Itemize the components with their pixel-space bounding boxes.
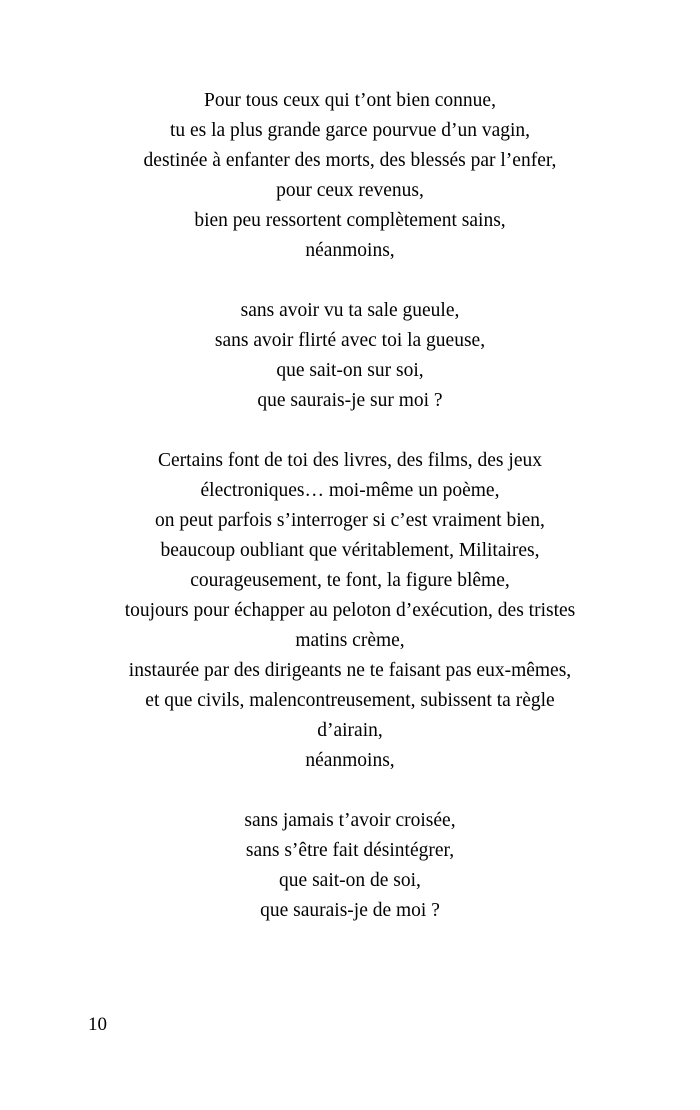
poem-line: bien peu ressortent complètement sains, (194, 210, 506, 231)
poem-line: néanmoins, (305, 240, 395, 261)
poem-body (0, 86, 700, 926)
poem-line: sans jamais t’avoir croisée, (244, 810, 456, 831)
poem-line: matins crème, (295, 630, 405, 651)
poem-line: électroniques… moi-même un poème, (200, 480, 500, 501)
poem-stanza (0, 446, 700, 776)
poem-line: courageusement, te font, la figure blême, (190, 570, 510, 591)
poem-line: que sait-on de soi, (279, 870, 421, 891)
poem-line: sans avoir flirté avec toi la gueuse, (214, 330, 486, 351)
poem-stanza (0, 296, 700, 416)
poem-line: sans s’être fait désintégrer, (245, 840, 455, 861)
poem-line: que sait-on sur soi, (276, 360, 424, 381)
poem-line: néanmoins, (305, 750, 395, 771)
poem-stanza (0, 806, 700, 926)
poem-line: tu es la plus grande garce pourvue d’un vagin, (169, 120, 531, 141)
poem-line: beaucoup oubliant que véritablement, Militaires, (160, 540, 540, 561)
poem-line: que saurais-je de moi ? (260, 900, 440, 921)
poem-line: Pour tous ceux qui t’ont bien connue, (204, 90, 496, 111)
poem-line: et que civils, malencontreusement, subissent ta règle (145, 690, 555, 711)
poem-stanza (0, 86, 700, 266)
poem-line: d’airain, (317, 720, 383, 741)
poem-line: on peut parfois s’interroger si c’est vraiment bien, (155, 510, 545, 531)
poem-line: instaurée par des dirigeants ne te faisant pas eux-mêmes, (128, 660, 572, 681)
poem-line: Certains font de toi des livres, des films, des jeux (158, 450, 542, 471)
poem-line: sans avoir vu ta sale gueule, (240, 300, 460, 321)
poem-line: pour ceux revenus, (276, 180, 424, 201)
poem-line: que saurais-je sur moi ? (257, 390, 443, 411)
page-number: 10 (88, 1014, 107, 1035)
poem-line: destinée à enfanter des morts, des blessés par l’enfer, (143, 150, 557, 171)
poem-line: toujours pour échapper au peloton d’exécution, des tristes (124, 600, 576, 621)
